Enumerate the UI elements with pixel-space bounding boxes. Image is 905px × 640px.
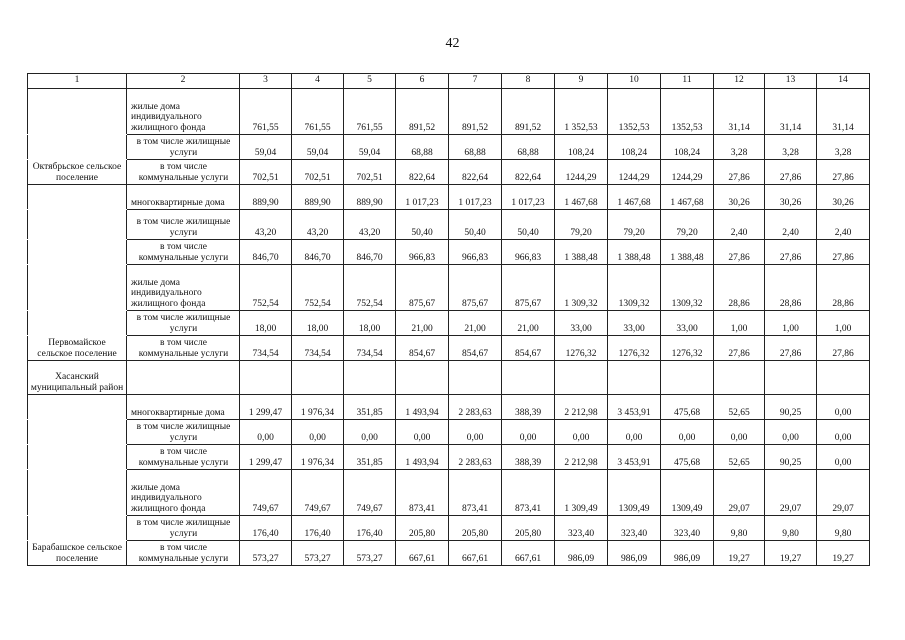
tariff-value: 1309,32 <box>661 265 714 311</box>
tariff-value: 752,54 <box>344 265 396 311</box>
tariff-value <box>396 361 449 395</box>
tariff-value: 1 493,94 <box>396 395 449 420</box>
tariff-value: 33,00 <box>661 311 714 336</box>
column-header: 5 <box>344 74 396 89</box>
tariff-value: 79,20 <box>608 210 661 240</box>
tariff-value: 734,54 <box>344 336 396 361</box>
housing-type: в том числе жилищные услуги <box>127 516 240 541</box>
tariff-value: 205,80 <box>502 516 555 541</box>
tariff-value: 475,68 <box>661 445 714 470</box>
tariff-value: 573,27 <box>240 541 292 566</box>
tariff-value: 1 352,53 <box>555 89 608 135</box>
tariff-value: 0,00 <box>765 420 817 445</box>
table-row <box>28 361 870 395</box>
column-header: 14 <box>817 74 870 89</box>
tariff-value: 702,51 <box>240 160 292 185</box>
column-header: 10 <box>608 74 661 89</box>
tariff-value: 50,40 <box>449 210 502 240</box>
housing-type: в том числе коммунальные услуги <box>127 445 240 470</box>
tariff-value: 875,67 <box>449 265 502 311</box>
tariff-value: 1276,32 <box>661 336 714 361</box>
housing-type: в том числе коммунальные услуги <box>127 336 240 361</box>
tariff-value: 1 467,68 <box>608 185 661 210</box>
tariff-value <box>502 361 555 395</box>
tariff-value: 68,88 <box>449 135 502 160</box>
tariff-value: 822,64 <box>449 160 502 185</box>
tariff-value: 667,61 <box>449 541 502 566</box>
tariff-value: 2,40 <box>765 210 817 240</box>
tariff-value: 573,27 <box>292 541 344 566</box>
tariff-value: 734,54 <box>240 336 292 361</box>
tariff-value: 3,28 <box>765 135 817 160</box>
tariff-value: 986,09 <box>661 541 714 566</box>
tariff-value: 1 017,23 <box>502 185 555 210</box>
tariff-value: 0,00 <box>661 420 714 445</box>
tariff-value: 986,09 <box>608 541 661 566</box>
tariff-value: 1 299,47 <box>240 445 292 470</box>
tariff-value: 1244,29 <box>608 160 661 185</box>
table-row <box>28 240 870 265</box>
tariff-value: 889,90 <box>292 185 344 210</box>
tariff-value: 734,54 <box>292 336 344 361</box>
tariff-value: 966,83 <box>502 240 555 265</box>
tariff-value: 59,04 <box>292 135 344 160</box>
tariff-value: 0,00 <box>608 420 661 445</box>
tariff-value: 1 309,32 <box>555 265 608 311</box>
tariff-value: 667,61 <box>396 541 449 566</box>
tariff-table <box>27 73 870 566</box>
settlement-name <box>28 516 127 541</box>
table-row <box>28 336 870 361</box>
tariff-value: 79,20 <box>661 210 714 240</box>
column-header: 7 <box>449 74 502 89</box>
tariff-value: 1352,53 <box>608 89 661 135</box>
tariff-value: 31,14 <box>817 89 870 135</box>
tariff-value: 388,39 <box>502 445 555 470</box>
tariff-value <box>817 361 870 395</box>
tariff-value: 0,00 <box>817 395 870 420</box>
table-row <box>28 265 870 311</box>
tariff-value: 667,61 <box>502 541 555 566</box>
tariff-value: 29,07 <box>714 470 765 516</box>
tariff-value: 875,67 <box>396 265 449 311</box>
tariff-value <box>714 361 765 395</box>
tariff-value: 2 283,63 <box>449 445 502 470</box>
tariff-value <box>765 361 817 395</box>
tariff-value: 2,40 <box>714 210 765 240</box>
tariff-value: 43,20 <box>292 210 344 240</box>
tariff-value: 891,52 <box>396 89 449 135</box>
tariff-value: 28,86 <box>765 265 817 311</box>
tariff-value: 52,65 <box>714 445 765 470</box>
tariff-value: 27,86 <box>765 240 817 265</box>
tariff-value: 1 017,23 <box>449 185 502 210</box>
tariff-value: 21,00 <box>396 311 449 336</box>
tariff-value: 0,00 <box>396 420 449 445</box>
column-header: 1 <box>28 74 127 89</box>
housing-type: в том числе коммунальные услуги <box>127 160 240 185</box>
column-header: 3 <box>240 74 292 89</box>
tariff-value <box>292 361 344 395</box>
tariff-value: 33,00 <box>555 311 608 336</box>
tariff-value: 1,00 <box>714 311 765 336</box>
settlement-name <box>28 185 127 210</box>
tariff-value: 27,86 <box>765 160 817 185</box>
tariff-value <box>555 361 608 395</box>
tariff-value: 0,00 <box>240 420 292 445</box>
housing-type: в том числе коммунальные услуги <box>127 240 240 265</box>
tariff-value: 0,00 <box>502 420 555 445</box>
tariff-value: 889,90 <box>240 185 292 210</box>
tariff-value: 43,20 <box>240 210 292 240</box>
tariff-value: 27,86 <box>765 336 817 361</box>
tariff-value: 1276,32 <box>555 336 608 361</box>
settlement-name: Хасанский муниципальный район <box>28 361 127 395</box>
tariff-value: 205,80 <box>396 516 449 541</box>
tariff-value: 1 388,48 <box>608 240 661 265</box>
table-row <box>28 516 870 541</box>
tariff-value: 351,85 <box>344 395 396 420</box>
tariff-value: 854,67 <box>396 336 449 361</box>
tariff-value: 761,55 <box>240 89 292 135</box>
tariff-value: 30,26 <box>765 185 817 210</box>
settlement-name <box>28 420 127 445</box>
table-row <box>28 395 870 420</box>
housing-type: жилые дома индивидуального жилищного фонда <box>127 470 240 516</box>
tariff-value: 30,26 <box>714 185 765 210</box>
column-header: 9 <box>555 74 608 89</box>
tariff-value: 1 299,47 <box>240 395 292 420</box>
settlement-name <box>28 395 127 420</box>
table-row <box>28 185 870 210</box>
tariff-value: 59,04 <box>240 135 292 160</box>
tariff-value: 1 388,48 <box>555 240 608 265</box>
tariff-value: 854,67 <box>449 336 502 361</box>
tariff-value: 891,52 <box>449 89 502 135</box>
tariff-value: 752,54 <box>240 265 292 311</box>
tariff-value: 846,70 <box>240 240 292 265</box>
tariff-value: 28,86 <box>714 265 765 311</box>
page-number: 42 <box>445 36 460 51</box>
column-header: 6 <box>396 74 449 89</box>
tariff-value: 21,00 <box>449 311 502 336</box>
tariff-value: 27,86 <box>817 160 870 185</box>
table-row <box>28 541 870 566</box>
tariff-value: 0,00 <box>449 420 502 445</box>
tariff-value: 176,40 <box>292 516 344 541</box>
settlement-name: Барабашское сельское поселение <box>28 541 127 566</box>
tariff-value: 0,00 <box>714 420 765 445</box>
tariff-value: 761,55 <box>344 89 396 135</box>
tariff-value: 2 212,98 <box>555 395 608 420</box>
housing-type: многоквартирные дома <box>127 185 240 210</box>
tariff-value <box>661 361 714 395</box>
tariff-value: 1 467,68 <box>555 185 608 210</box>
tariff-value <box>449 361 502 395</box>
tariff-value: 1309,49 <box>661 470 714 516</box>
tariff-value: 752,54 <box>292 265 344 311</box>
tariff-value: 986,09 <box>555 541 608 566</box>
tariff-value: 3 453,91 <box>608 395 661 420</box>
tariff-value: 966,83 <box>449 240 502 265</box>
settlement-name <box>28 89 127 135</box>
tariff-value: 1,00 <box>765 311 817 336</box>
tariff-value: 749,67 <box>292 470 344 516</box>
tariff-value: 90,25 <box>765 445 817 470</box>
tariff-value: 846,70 <box>292 240 344 265</box>
tariff-value: 90,25 <box>765 395 817 420</box>
tariff-value: 1 493,94 <box>396 445 449 470</box>
tariff-value: 873,41 <box>396 470 449 516</box>
tariff-value: 18,00 <box>344 311 396 336</box>
housing-type: в том числе жилищные услуги <box>127 210 240 240</box>
tariff-value: 9,80 <box>817 516 870 541</box>
header-row <box>28 74 870 89</box>
tariff-value: 1 467,68 <box>661 185 714 210</box>
housing-type: многоквартирные дома <box>127 395 240 420</box>
tariff-value: 0,00 <box>292 420 344 445</box>
tariff-value: 27,86 <box>714 160 765 185</box>
tariff-value: 702,51 <box>292 160 344 185</box>
tariff-value: 0,00 <box>817 445 870 470</box>
tariff-value: 176,40 <box>240 516 292 541</box>
tariff-value: 27,86 <box>817 336 870 361</box>
tariff-value: 323,40 <box>555 516 608 541</box>
tariff-value: 9,80 <box>765 516 817 541</box>
tariff-value: 9,80 <box>714 516 765 541</box>
settlement-name <box>28 445 127 470</box>
tariff-value: 31,14 <box>714 89 765 135</box>
table-row <box>28 470 870 516</box>
tariff-value: 29,07 <box>765 470 817 516</box>
tariff-value: 889,90 <box>344 185 396 210</box>
tariff-value: 31,14 <box>765 89 817 135</box>
tariff-value: 573,27 <box>344 541 396 566</box>
tariff-value: 68,88 <box>502 135 555 160</box>
tariff-value: 108,24 <box>555 135 608 160</box>
tariff-value: 21,00 <box>502 311 555 336</box>
tariff-value: 1244,29 <box>661 160 714 185</box>
tariff-value: 323,40 <box>661 516 714 541</box>
tariff-value: 1309,49 <box>608 470 661 516</box>
tariff-value: 19,27 <box>765 541 817 566</box>
tariff-value: 1,00 <box>817 311 870 336</box>
table-row <box>28 135 870 160</box>
column-header: 13 <box>765 74 817 89</box>
tariff-value: 1 017,23 <box>396 185 449 210</box>
tariff-value <box>240 361 292 395</box>
tariff-value: 50,40 <box>396 210 449 240</box>
tariff-value: 3,28 <box>817 135 870 160</box>
tariff-value: 388,39 <box>502 395 555 420</box>
tariff-value: 18,00 <box>240 311 292 336</box>
column-header: 12 <box>714 74 765 89</box>
tariff-value: 2 283,63 <box>449 395 502 420</box>
tariff-value: 1 976,34 <box>292 395 344 420</box>
column-header: 4 <box>292 74 344 89</box>
tariff-value: 323,40 <box>608 516 661 541</box>
housing-type: в том числе жилищные услуги <box>127 420 240 445</box>
tariff-value: 59,04 <box>344 135 396 160</box>
table-row <box>28 420 870 445</box>
tariff-value: 0,00 <box>344 420 396 445</box>
tariff-value: 2 212,98 <box>555 445 608 470</box>
tariff-value: 43,20 <box>344 210 396 240</box>
column-header: 2 <box>127 74 240 89</box>
settlement-name <box>28 240 127 265</box>
tariff-value: 2,40 <box>817 210 870 240</box>
tariff-value: 1244,29 <box>555 160 608 185</box>
tariff-value: 854,67 <box>502 336 555 361</box>
tariff-value: 205,80 <box>449 516 502 541</box>
tariff-value: 3 453,91 <box>608 445 661 470</box>
settlement-name: Первомайское сельское поселение <box>28 336 127 361</box>
tariff-value: 33,00 <box>608 311 661 336</box>
tariff-value: 108,24 <box>661 135 714 160</box>
table-row <box>28 89 870 135</box>
tariff-value: 875,67 <box>502 265 555 311</box>
table-row <box>28 311 870 336</box>
tariff-value: 28,86 <box>817 265 870 311</box>
housing-type <box>127 361 240 395</box>
tariff-value: 1 309,49 <box>555 470 608 516</box>
tariff-value: 79,20 <box>555 210 608 240</box>
settlement-name <box>28 470 127 516</box>
tariff-value: 1 976,34 <box>292 445 344 470</box>
tariff-value <box>344 361 396 395</box>
tariff-value <box>608 361 661 395</box>
tariff-value: 846,70 <box>344 240 396 265</box>
tariff-value: 29,07 <box>817 470 870 516</box>
tariff-value: 27,86 <box>714 336 765 361</box>
column-header: 8 <box>502 74 555 89</box>
tariff-value: 27,86 <box>714 240 765 265</box>
tariff-value: 749,67 <box>344 470 396 516</box>
tariff-value: 30,26 <box>817 185 870 210</box>
tariff-value: 18,00 <box>292 311 344 336</box>
tariff-value: 891,52 <box>502 89 555 135</box>
settlement-name <box>28 135 127 160</box>
tariff-value: 761,55 <box>292 89 344 135</box>
tariff-value: 873,41 <box>449 470 502 516</box>
tariff-value: 0,00 <box>555 420 608 445</box>
tariff-value: 1352,53 <box>661 89 714 135</box>
settlement-name <box>28 210 127 240</box>
tariff-value: 68,88 <box>396 135 449 160</box>
tariff-value: 52,65 <box>714 395 765 420</box>
housing-type: жилые дома индивидуального жилищного фонда <box>127 265 240 311</box>
tariff-value: 822,64 <box>396 160 449 185</box>
tariff-value: 873,41 <box>502 470 555 516</box>
table-row <box>28 210 870 240</box>
tariff-value: 1276,32 <box>608 336 661 361</box>
housing-type: в том числе коммунальные услуги <box>127 541 240 566</box>
housing-type: жилые дома индивидуального жилищного фонда <box>127 89 240 135</box>
settlement-name: Октябрьское сельское поселение <box>28 160 127 185</box>
tariff-value: 27,86 <box>817 240 870 265</box>
tariff-value: 3,28 <box>714 135 765 160</box>
housing-type: в том числе жилищные услуги <box>127 311 240 336</box>
tariff-value: 822,64 <box>502 160 555 185</box>
table-row <box>28 160 870 185</box>
settlement-name <box>28 311 127 336</box>
tariff-value: 475,68 <box>661 395 714 420</box>
table-row <box>28 445 870 470</box>
tariff-value: 351,85 <box>344 445 396 470</box>
column-header: 11 <box>661 74 714 89</box>
tariff-value: 1309,32 <box>608 265 661 311</box>
tariff-value: 0,00 <box>817 420 870 445</box>
tariff-value: 1 388,48 <box>661 240 714 265</box>
tariff-value: 19,27 <box>714 541 765 566</box>
tariff-value: 749,67 <box>240 470 292 516</box>
tariff-value: 50,40 <box>502 210 555 240</box>
housing-type: в том числе жилищные услуги <box>127 135 240 160</box>
settlement-name <box>28 265 127 311</box>
tariff-value: 108,24 <box>608 135 661 160</box>
tariff-value: 176,40 <box>344 516 396 541</box>
tariff-value: 702,51 <box>344 160 396 185</box>
tariff-value: 19,27 <box>817 541 870 566</box>
tariff-value: 966,83 <box>396 240 449 265</box>
